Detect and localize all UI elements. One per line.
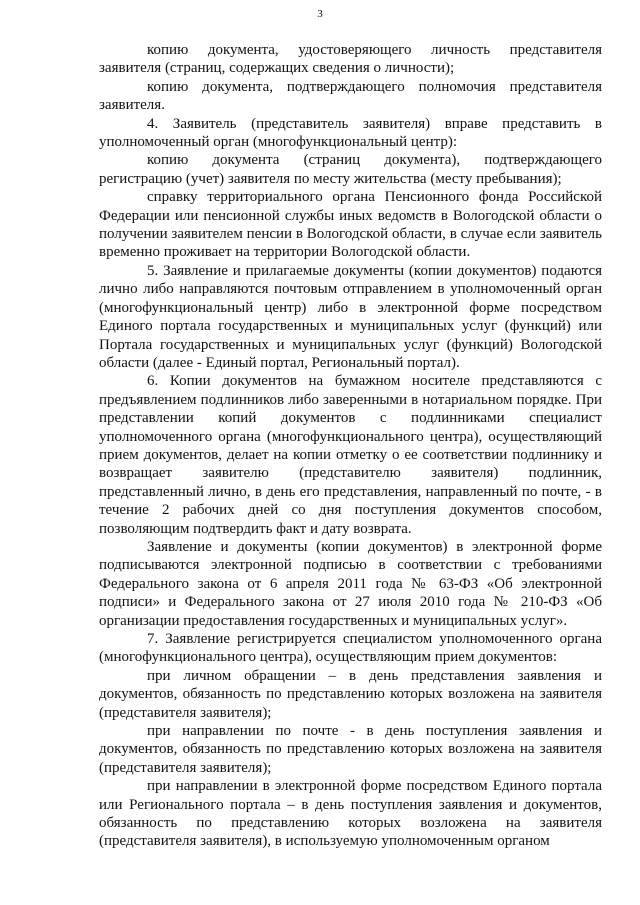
paragraph: копию документа (страниц документа), подтверждающего регистрацию (учет) заявителя по месту жительства (месту пребывания); (99, 152, 602, 187)
paragraph: копию документа, подтверждающего полномочия представителя заявителя. (99, 78, 602, 114)
paragraph: 7. Заявление регистрируется специалистом уполномоченного органа (многофункционального центра), осуществляющим прием документов: (99, 631, 602, 666)
paragraph: 5. Заявление и прилагаемые документы (копии документов) подаются лично либо направляются почтовым отправлением в уполномоченный орган (многофункциональный центр) либо в электронной форме посредством Единого портала государственных и муниципальных услуг (функций) или Портала государственных и муниципальных услуг (функций) Вологодской области (далее - Единый портал, Региональный портал). (99, 262, 602, 371)
paragraph: копию документа, удостоверяющего личность представителя заявителя (страниц, содержащих сведения о личности); (99, 42, 602, 77)
paragraph: при направлении по почте - в день поступления заявления и документов, обязанность по представлению которых возложена на заявителя (представителя заявителя); (99, 723, 602, 776)
paragraph: при личном обращении – в день представления заявления и документов, обязанность по представлению которых возложена на заявителя (представителя заявителя); (99, 667, 602, 721)
paragraph: Заявление и документы (копии документов) в электронной форме подписываются электронной подписью в соответствии с требованиями Федерального закона от 6 апреля 2011 года № 63-ФЗ «Об электронной подписи» и Федерального закона от 27 июля 2010 года № 210-ФЗ «Об организации предоставления государственных и муниципальных услуг». (99, 538, 602, 629)
page-number: 3 (317, 8, 323, 20)
paragraph: 6. Копии документов на бумажном носителе представляются с предъявлением подлинников либо заверенными в нотариальном порядке. При представлении копий документов с подлинниками специалист уполномоченного органа (многофункционального центра), осуществляющий прием документов, делает на копии отметку о ее соответствии подлиннику и возвращает заявителю (представителю заявителя) подлинник, представленный лично, в день его представления, направленный по почте, - в течение 2 рабочих дней со дня поступления документов способом, позволяющим подтвердить факт и дату возврата. (99, 373, 602, 537)
paragraph: при направлении в электронной форме посредством Единого портала или Регионального портала – в день поступления заявления и документов, обязанность по представлению которых возложена на заявителя (представителя заявителя), в используемую уполномоченным органом (99, 778, 602, 850)
paragraph: справку территориального органа Пенсионного фонда Российской Федерации или пенсионной службы иных ведомств в Вологодской области о получении заявителем пенсии в Вологодской области, в случае если заявитель временно проживает на территории Вологодской области. (99, 189, 602, 261)
document-body (99, 41, 602, 851)
paragraph: 4. Заявитель (представитель заявителя) вправе представить в уполномоченный орган (многофункциональный центр): (99, 115, 602, 151)
